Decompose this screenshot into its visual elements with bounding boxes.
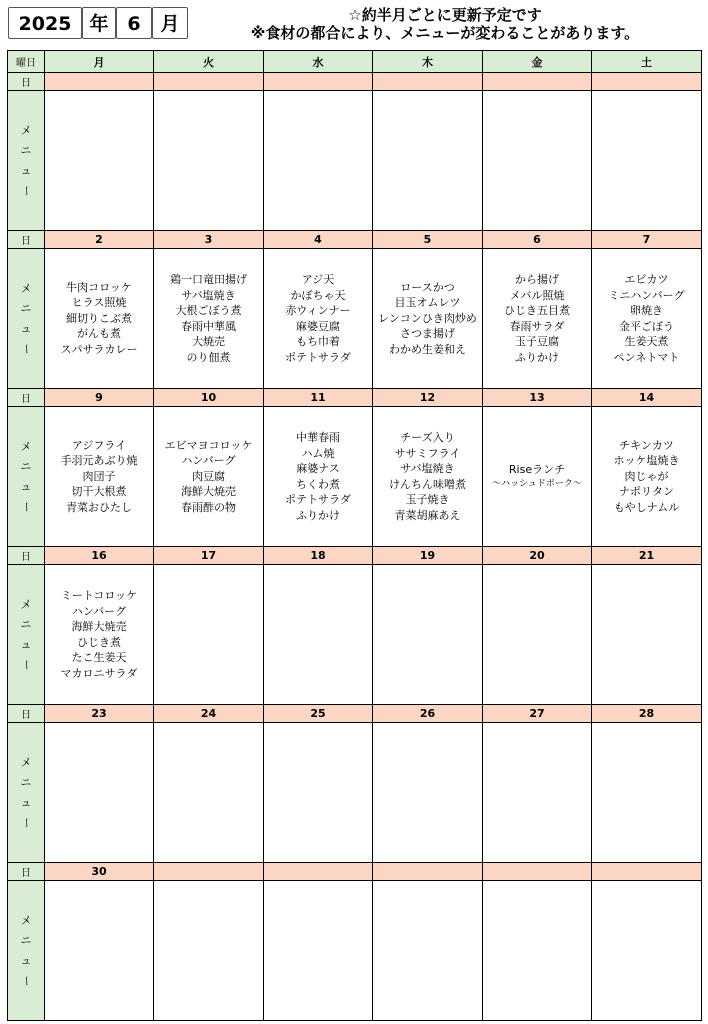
date-cell-fri: 20: [483, 547, 592, 565]
menu-label-char: ュ: [20, 479, 32, 493]
menu-row: [8, 407, 702, 547]
menu-item: たこ生姜天: [71, 651, 127, 664]
menu-item: 手羽元あぶり焼: [60, 454, 138, 468]
menu-cell-mon: [45, 91, 154, 231]
menu-item: 大根ごぼう煮: [175, 304, 242, 317]
date-label: 日: [8, 705, 45, 723]
menu-label-vertical: [19, 279, 33, 359]
menu-label-vertical: [19, 121, 33, 201]
menu-item: ミニハンバーグ: [608, 288, 685, 302]
date-cell-fri: 13: [483, 389, 592, 407]
date-cell-tue: 17: [154, 547, 264, 565]
menu-label-char: ュ: [20, 163, 32, 177]
month-value: 6: [116, 7, 152, 39]
menu-cell-sat: [592, 91, 702, 231]
date-cell-thu: 26: [373, 705, 483, 723]
date-cell-sat: [592, 73, 702, 91]
date-cell-tue: [154, 863, 264, 881]
menu-label-char: ニ: [20, 459, 32, 473]
menu-cell-fri: [483, 407, 592, 547]
date-cell-tue: 24: [154, 705, 264, 723]
date-cell-tue: 10: [154, 389, 264, 407]
menu-item: マカロニサラダ: [60, 666, 138, 680]
weekday-header-row: [8, 51, 702, 73]
date-cell-thu: 19: [373, 547, 483, 565]
date-cell-sat: 21: [592, 547, 702, 565]
weekday-label: 曜日: [8, 51, 45, 73]
menu-label-vertical: [19, 911, 33, 991]
menu-item: 牛肉コロッケ: [66, 280, 132, 294]
menu-label-char: ュ: [20, 795, 32, 809]
menu-item: ミートコロッケ: [60, 589, 138, 602]
menu-label-vertical: [19, 437, 33, 517]
menu-item: 青菜おひたし: [66, 500, 132, 514]
date-cell-wed: 18: [264, 547, 373, 565]
menu-label-char: ニ: [20, 617, 32, 631]
date-cell-mon: 23: [45, 705, 154, 723]
menu-label-char: ュ: [20, 953, 32, 967]
menu-cell-thu: [373, 407, 483, 547]
date-cell-tue: [154, 73, 264, 91]
menu-item: ひじき五目煮: [504, 304, 570, 317]
menu-item: ふりかけ: [296, 508, 340, 522]
menu-item: スパサラカレー: [60, 342, 138, 356]
menu-cell-sat: [592, 881, 702, 1021]
menu-item: 春雨サラダ: [509, 319, 565, 333]
menu-cell-wed: [264, 249, 373, 389]
menu-cell-thu: [373, 723, 483, 863]
menu-item: 麻婆豆腐: [296, 319, 340, 333]
menu-item: 玉子豆腐: [515, 335, 559, 348]
menu-item: のり佃煮: [186, 350, 231, 364]
page-header: [0, 0, 708, 46]
date-cell-mon: 16: [45, 547, 154, 565]
menu-item: さつま揚げ: [400, 327, 455, 341]
menu-calendar-table: [7, 50, 702, 1021]
menu-item: 大焼売: [192, 335, 225, 348]
menu-label-char: メ: [20, 439, 32, 453]
menu-item: ホッケ塩焼き: [613, 454, 680, 468]
menu-cell-mon: [45, 407, 154, 547]
menu-item: チキンカツ: [619, 438, 674, 452]
date-cell-tue: 3: [154, 231, 264, 249]
menu-cell-fri: [483, 565, 592, 705]
date-row: [8, 863, 702, 881]
menu-item: 麻婆ナス: [296, 462, 340, 475]
menu-item: アジフライ: [71, 438, 127, 452]
date-label: 日: [8, 73, 45, 91]
menu-cell-mon: [45, 565, 154, 705]
menu-item: サバ塩焼き: [181, 288, 236, 302]
weekday-fri: 金: [483, 51, 592, 73]
menu-cell-wed: [264, 91, 373, 231]
date-cell-wed: 4: [264, 231, 373, 249]
menu-cell-tue: [154, 565, 264, 705]
menu-item: 海鮮大焼売: [71, 620, 127, 633]
date-label: 日: [8, 231, 45, 249]
menu-item: サバ塩焼き: [400, 462, 455, 475]
menu-label-char: ニ: [20, 933, 32, 947]
menu-item: レンコンひき肉炒め: [378, 311, 477, 325]
menu-item: ハンバーグ: [181, 454, 236, 468]
date-cell-fri: 6: [483, 231, 592, 249]
menu-item: ポテトサラダ: [285, 493, 351, 506]
menu-item: 鶏一口竜田揚げ: [170, 273, 247, 286]
menu-cell-sat: [592, 407, 702, 547]
menu-item: 肉じゃが: [624, 469, 669, 483]
menu-item: ちくわ煮: [296, 477, 340, 491]
menu-label-char: ー: [20, 501, 33, 512]
weekday-tue: 火: [154, 51, 264, 73]
date-cell-thu: [373, 863, 483, 881]
menu-item: 肉団子: [82, 469, 116, 483]
menu-label-vertical: [19, 753, 33, 833]
menu-cell-fri: [483, 723, 592, 863]
date-cell-mon: 9: [45, 389, 154, 407]
date-cell-sat: 7: [592, 231, 702, 249]
year-suffix: 年: [82, 7, 116, 39]
menu-item: ロースかつ: [400, 280, 455, 294]
menu-item: チーズ入り: [400, 431, 455, 444]
menu-label: [8, 565, 45, 705]
menu-label-char: メ: [20, 755, 32, 769]
date-cell-wed: 25: [264, 705, 373, 723]
date-label: 日: [8, 863, 45, 881]
menu-cell-wed: [264, 565, 373, 705]
menu-label-char: ー: [20, 343, 33, 354]
menu-cell-fri: [483, 249, 592, 389]
date-cell-sat: [592, 863, 702, 881]
menu-item: アジ天: [301, 273, 335, 286]
menu-item: 肉豆腐: [192, 469, 225, 483]
menu-label-vertical: [19, 595, 33, 675]
menu-item: ナポリタン: [619, 485, 674, 499]
menu-item: ～ハッシュドポーク～: [492, 479, 582, 490]
menu-cell-wed: [264, 407, 373, 547]
menu-item: 春雨中華風: [181, 319, 236, 333]
menu-item: かぼちゃ天: [290, 288, 346, 302]
menu-item: Riseランチ: [508, 462, 566, 476]
year-value: 2025: [8, 7, 82, 39]
menu-item: 切干大根煮: [71, 485, 127, 499]
menu-cell-thu: [373, 565, 483, 705]
menu-item: 生姜天煮: [624, 335, 669, 348]
menu-label-char: メ: [20, 123, 32, 137]
menu-item: ひじき煮: [77, 635, 121, 649]
menu-cell-thu: [373, 249, 483, 389]
menu-item: 金平ごぼう: [619, 319, 674, 333]
menu-cell-thu: [373, 881, 483, 1021]
date-cell-wed: [264, 863, 373, 881]
date-row: [8, 231, 702, 249]
date-cell-thu: 5: [373, 231, 483, 249]
menu-item: から揚げ: [515, 273, 559, 286]
menu-item: 春雨酢の物: [181, 500, 236, 514]
weekday-mon: 月: [45, 51, 154, 73]
weekday-wed: 水: [264, 51, 373, 73]
menu-label-char: メ: [20, 597, 32, 611]
menu-cell-tue: [154, 249, 264, 389]
date-cell-mon: [45, 73, 154, 91]
date-cell-fri: [483, 863, 592, 881]
menu-row: [8, 91, 702, 231]
menu-item: もち巾着: [296, 335, 340, 348]
date-label: 日: [8, 547, 45, 565]
date-cell-sat: 28: [592, 705, 702, 723]
date-cell-thu: [373, 73, 483, 91]
menu-item: ペンネトマト: [613, 350, 680, 364]
date-cell-wed: 11: [264, 389, 373, 407]
menu-item: 海鮮大焼売: [181, 485, 236, 499]
menu-label-char: ュ: [20, 321, 32, 335]
menu-item: けんちん味噌煮: [389, 477, 466, 491]
menu-item: わかめ生姜和え: [389, 342, 466, 356]
menu-cell-fri: [483, 91, 592, 231]
menu-label: [8, 881, 45, 1021]
menu-item: 卵焼き: [630, 304, 663, 317]
menu-item: ハム焼: [301, 446, 335, 460]
menu-item: もやしナムル: [613, 500, 680, 514]
menu-cell-tue: [154, 91, 264, 231]
menu-item: ふりかけ: [515, 350, 559, 364]
menu-cell-sat: [592, 723, 702, 863]
menu-cell-tue: [154, 881, 264, 1021]
menu-cell-sat: [592, 565, 702, 705]
menu-label-char: ー: [20, 659, 33, 670]
date-cell-mon: 30: [45, 863, 154, 881]
menu-label: [8, 407, 45, 547]
menu-cell-tue: [154, 723, 264, 863]
menu-item: ヒラス照焼: [71, 296, 127, 310]
menu-row: [8, 881, 702, 1021]
menu-row: [8, 565, 702, 705]
menu-label-char: ー: [20, 975, 33, 986]
weekday-thu: 木: [373, 51, 483, 73]
menu-item: エビマヨコロッケ: [164, 438, 253, 452]
menu-label: [8, 91, 45, 231]
date-row: [8, 73, 702, 91]
menu-label: [8, 723, 45, 863]
menu-label-char: ー: [20, 185, 33, 196]
menu-item: 細切りこぶ煮: [66, 311, 132, 325]
menu-cell-mon: [45, 881, 154, 1021]
date-row: [8, 389, 702, 407]
notice-line-1: ☆約半月ごとに更新予定です: [348, 6, 542, 24]
menu-cell-mon: [45, 723, 154, 863]
menu-cell-fri: [483, 881, 592, 1021]
date-cell-fri: 27: [483, 705, 592, 723]
menu-label-char: ュ: [20, 637, 32, 651]
menu-label-char: ー: [20, 817, 33, 828]
menu-item: ササミフライ: [394, 446, 461, 460]
month-suffix: 月: [152, 7, 188, 39]
date-cell-sat: 14: [592, 389, 702, 407]
notice: [190, 6, 700, 42]
date-cell-thu: 12: [373, 389, 483, 407]
menu-cell-mon: [45, 249, 154, 389]
menu-label-char: ニ: [20, 775, 32, 789]
menu-label-char: メ: [20, 913, 32, 927]
menu-cell-tue: [154, 407, 264, 547]
date-row: [8, 705, 702, 723]
menu-label-char: メ: [20, 281, 32, 295]
date-label: 日: [8, 389, 45, 407]
menu-row: [8, 723, 702, 863]
menu-label: [8, 249, 45, 389]
menu-item: メバル照焼: [509, 288, 565, 302]
menu-row: [8, 249, 702, 389]
menu-item: 赤ウィンナー: [285, 304, 351, 317]
menu-cell-sat: [592, 249, 702, 389]
menu-item: 青菜胡麻あえ: [394, 508, 461, 522]
notice-line-2: ※食材の都合により、メニューが変わることがあります。: [250, 24, 640, 42]
date-cell-mon: 2: [45, 231, 154, 249]
menu-item: ポテトサラダ: [285, 350, 351, 364]
menu-item: がんも煮: [77, 327, 121, 341]
menu-item: 玉子焼き: [405, 493, 450, 506]
menu-item: 中華春雨: [296, 431, 340, 444]
menu-cell-thu: [373, 91, 483, 231]
menu-cell-wed: [264, 723, 373, 863]
date-cell-fri: [483, 73, 592, 91]
date-cell-wed: [264, 73, 373, 91]
menu-item: 目玉オムレツ: [394, 296, 461, 310]
date-row: [8, 547, 702, 565]
weekday-sat: 土: [592, 51, 702, 73]
menu-item: ハンバーグ: [71, 604, 127, 618]
menu-label-char: ニ: [20, 143, 32, 157]
menu-label-char: ニ: [20, 301, 32, 315]
menu-cell-wed: [264, 881, 373, 1021]
menu-item: エビカツ: [624, 273, 669, 286]
